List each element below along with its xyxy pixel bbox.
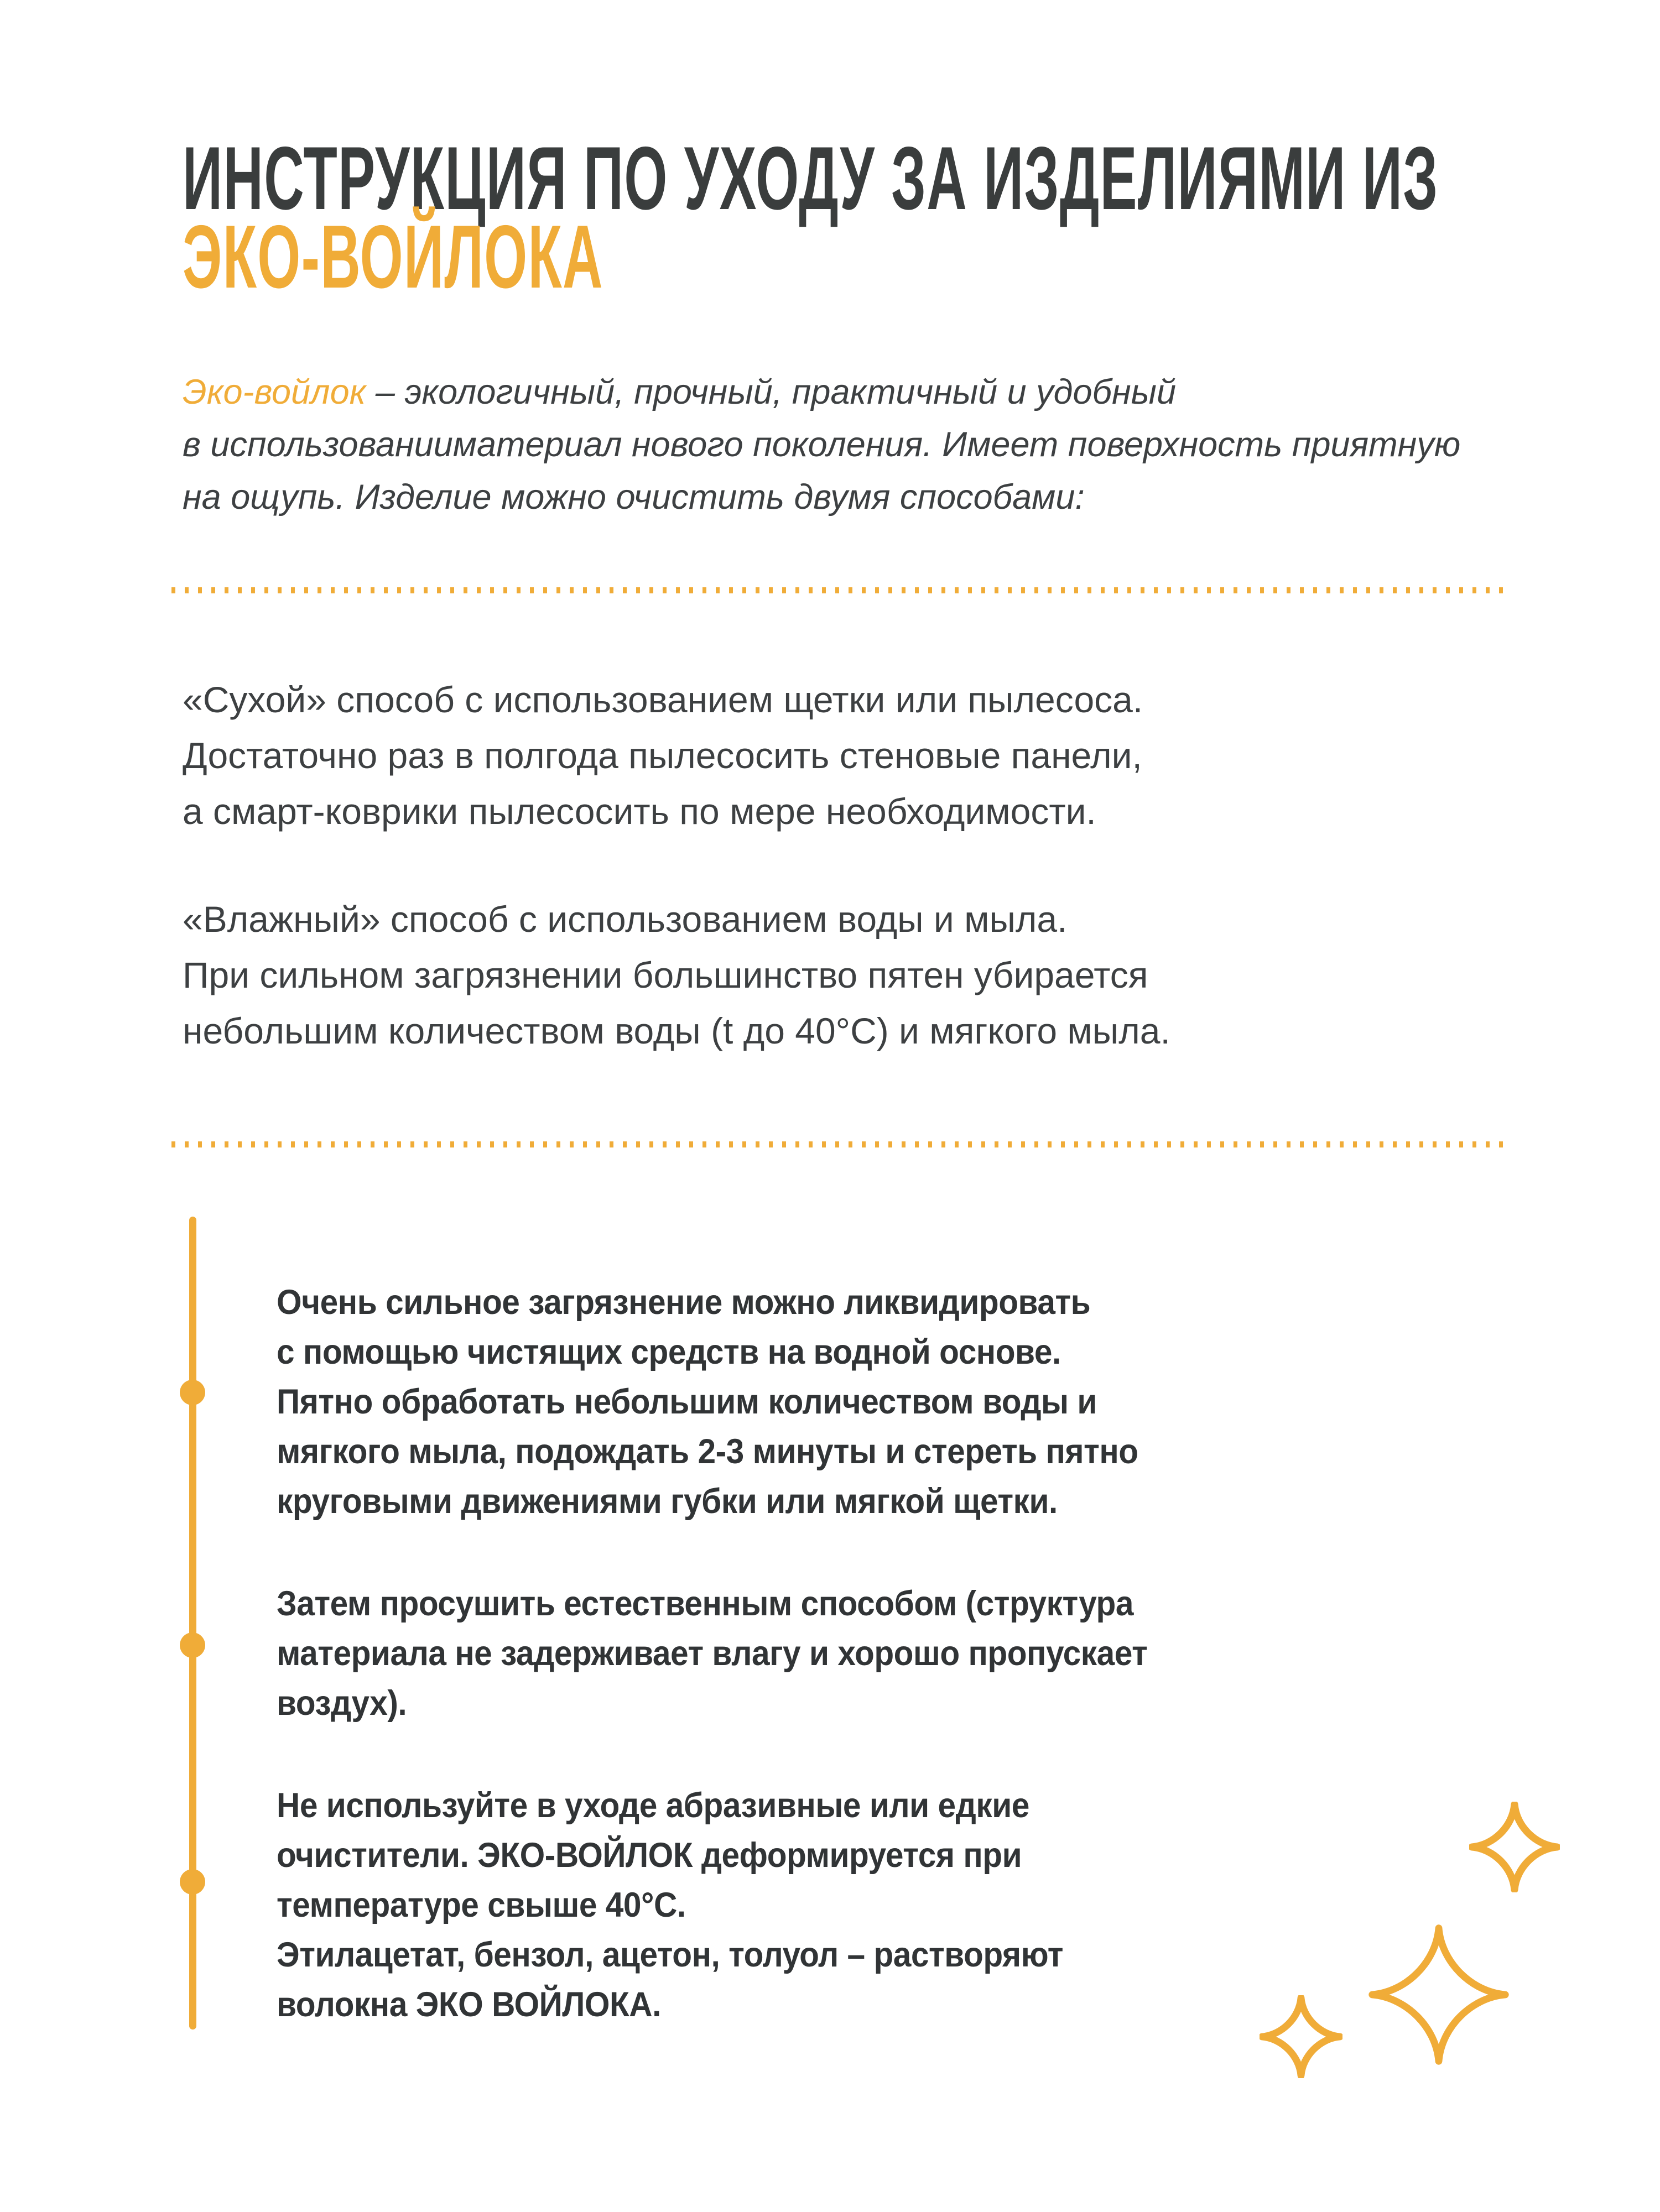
note-paragraph-1	[277, 1277, 1138, 1526]
dry-method-line-2: Достаточно раз в полгода пылесосить стеновые панели,	[183, 735, 1142, 776]
wet-method-line-2: При сильном загрязнении большинство пятен убирается	[183, 954, 1148, 995]
sparkle-icon-top	[1469, 1802, 1560, 1892]
sparkle-icon-large	[1368, 1924, 1510, 2065]
timeline-line	[189, 1217, 196, 2030]
note-paragraph-3	[277, 1781, 1063, 2030]
wet-method-paragraph	[183, 891, 1170, 1059]
intro-line-2: в использованииматериал нового поколения. Имеет поверхность приятную	[183, 425, 1461, 464]
note-2-line-2: материала не задерживает влагу и хорошо пропускает	[277, 1634, 1148, 1673]
intro-paragraph	[183, 366, 1460, 524]
note-3-line-1: Не используйте в уходе абразивные или едкие	[277, 1786, 1029, 1825]
note-1-line-1: Очень сильное загрязнение можно ликвидировать	[277, 1283, 1091, 1322]
dashed-divider-top	[171, 587, 1503, 593]
note-3-line-3: температуре свыше 40°C.	[277, 1886, 686, 1924]
dry-method-line-1: «Сухой» способ с использованием щетки или пылесоса.	[183, 679, 1143, 720]
page-title-line1: ИНСТРУКЦИЯ ПО УХОДУ ЗА ИЗДЕЛИЯМИ ИЗ	[183, 128, 1439, 228]
dry-method-line-3: а смарт-коврики пылесосить по мере необходимости.	[183, 791, 1096, 832]
note-paragraph-2	[277, 1579, 1147, 1728]
intro-line-1-rest: – экологичный, прочный, практичный и удобный	[366, 373, 1177, 411]
dashed-divider-bottom	[171, 1141, 1503, 1147]
wet-method-line-3: небольшим количеством воды (t до 40°C) и мягкого мыла.	[183, 1010, 1170, 1051]
intro-line-1	[183, 366, 1460, 419]
note-3-line-4: Этилацетат, бензол, ацетон, толуол – растворяют	[277, 1936, 1063, 1974]
note-1-line-4: мягкого мыла, подождать 2-3 минуты и стереть пятно	[277, 1432, 1138, 1471]
note-3-line-5: волокна ЭКО ВОЙЛОКА.	[277, 1985, 661, 2024]
intro-line-3: на ощупь. Изделие можно очистить двумя способами:	[183, 478, 1085, 517]
page-title	[183, 128, 1660, 307]
note-1-line-3: Пятно обработать небольшим количеством воды и	[277, 1383, 1097, 1421]
timeline-dot-1	[180, 1380, 205, 1405]
note-2-line-1: Затем просушить естественным способом (структура	[277, 1584, 1134, 1623]
page-title-line2: ЭКО-ВОЙЛОКА	[183, 207, 603, 307]
note-3-line-2: очистители. ЭКО-ВОЙЛОК деформируется при	[277, 1836, 1022, 1875]
dry-method-paragraph	[183, 672, 1143, 839]
note-1-line-5: круговыми движениями губки или мягкой щетки.	[277, 1482, 1058, 1521]
timeline-dot-3	[180, 1869, 205, 1895]
note-2-line-3: воздух).	[277, 1684, 407, 1723]
wet-method-line-1: «Влажный» способ с использованием воды и мыла.	[183, 899, 1068, 940]
timeline-dot-2	[180, 1632, 205, 1658]
intro-highlight: Эко-войлок	[183, 373, 366, 411]
note-1-line-2: с помощью чистящих средств на водной основе.	[277, 1333, 1061, 1371]
sparkle-icon-small	[1260, 1995, 1342, 2078]
